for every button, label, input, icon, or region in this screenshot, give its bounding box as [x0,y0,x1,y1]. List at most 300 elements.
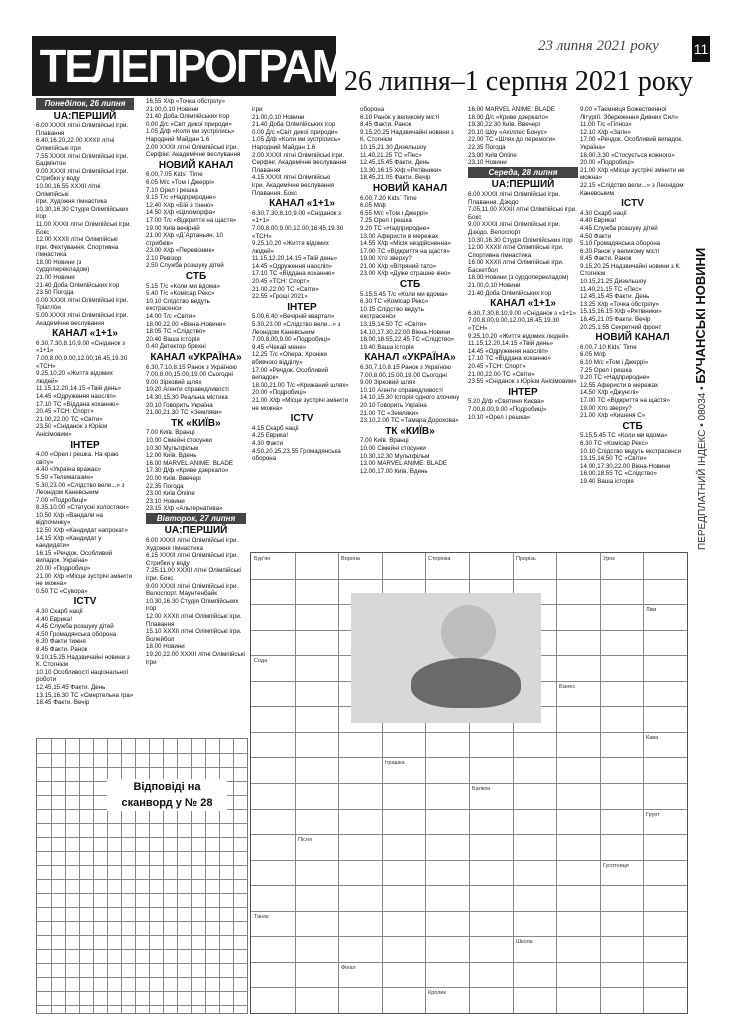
schedule-list [36,608,134,707]
schedule-line: 7.25 Орел і решка [360,217,412,225]
schedule-line: 22.35 Погода [468,143,506,151]
schedule-line: 10.10 «Орел і решка» [468,413,531,421]
schedule-line: 9.25,10.20 «Життя відомих людей» [468,332,569,340]
schedule-line: 9.25,10.20 «Життя відомих людей» [36,370,113,385]
schedule-line: 5.00,6.40 «Вечірній квартал» [252,313,335,321]
schedule-line: 10.10 Слідство ведуть екстрасенси [580,447,682,455]
schedule-line: 23.10 Новини [146,497,185,505]
schedule-line: 0.40 Детектор брехні [146,343,206,351]
grid-line [338,553,339,1013]
schedule-line: 6.30 Факти тижня [36,638,86,646]
channel-title: UA:ПЕРШИЙ [491,179,555,191]
schedule-line: 21.00,0.10 Новини [252,113,305,121]
schedule-line: 20.45 «ТСН: Спорт» [36,408,94,416]
schedule-line: 5.15,5.45 ТС «Коли ми вдома» [580,432,668,440]
schedule-line: 18.00,22.00 «Вікна-Новини» [146,320,226,328]
channel-title: ТК «КИЇВ» [385,425,435,437]
schedule-line: 20.00 «Подробиці» [252,389,307,397]
schedule-line: 7.00,8.00,15.00,19.00 Сьогодні [360,371,447,379]
schedule-line: гімнастика [36,251,67,259]
schedule-line: 20.40 Ваша історія [146,335,200,343]
schedule-line: 2.10 Ревізор [146,254,182,262]
schedule-line: 9.00 XXXII літні Олімпійські ігри. Дзюдо. Велоспорт [468,221,561,236]
schedule-line: 12.00,17.00 Київ. Вдень [360,467,428,475]
schedule-line: 21.00 Х/ф «Місце зустрічі змінити не можна» [252,396,349,412]
schedule-line: 8.45 Факти. Ранок [360,121,412,129]
schedule-line: 6.40,16.20,22.00 XXXII літні [36,137,115,145]
schedule-line: 18.00,18.55,22.45 ТС «Слідство» [360,336,455,344]
schedule-line: 0.50 ТС «Сувора» [36,587,88,595]
schedule-line: 18.45 Факти. Вечір [36,699,90,707]
schedule-line: 4.50 Громадянська оборона [36,630,117,638]
schedule-line: 11.40,21.15 ТС «Пес» [580,285,642,293]
schedule-list [580,432,685,485]
schedule-line: 4.40 Еврика! [36,615,73,623]
channel-title: КАНАЛ «1+1» [490,298,556,310]
schedule-line: Плавання [36,129,65,137]
schedule-line: 20.00 «Подробиці» [580,159,635,167]
scanword-clue: Сторінка [428,556,451,562]
schedule-list [36,451,134,595]
schedule-line: 18.45,21.05 Факти. Вечір [360,174,431,182]
schedule-line: 6.15 XXXII літні Олімпійські ігри. [146,552,239,560]
schedule-line: 10.00 Сімейні стосунки [146,436,212,444]
channel-title: UA:ПЕРШИЙ [164,525,228,537]
schedule-line: 19.20,22.00 XXXII літні Олімпійські ігри [146,650,245,666]
schedule-line: 9.45 «Чекай мене» [252,343,307,351]
week-dates: 26 липня–1 серпня 2021 року [344,66,694,97]
schedule-line: 16.00 MARVEL ANIME: BLADE [468,106,556,113]
channel-title: ICTV [290,413,314,425]
day-header: Понеділок, 26 липня [36,98,134,110]
grid-line [37,823,247,824]
schedule-line: 20.10 Шоу «Ахіллес Бонус» [468,128,548,136]
schedule-line: ігри. Фехтування. Спортивна [36,243,119,251]
channel-title: UA:ПЕРШИЙ [53,110,117,122]
scanword-clue: Бізнес [559,684,576,690]
schedule-line: 6.30,7.30,8.10,9.00 «Сніданок з [36,339,125,347]
schedule-line: 18.00 Новини (з сурдоперекладом) [468,274,569,282]
channel-title: ICTV [73,596,97,608]
schedule-line: 16.55 Х/ф «Точка обстрілу» [146,98,226,105]
schedule-line: Спортивна гімнастика [468,251,532,259]
schedule-line: 22.00 ТС «Шлях до перемоги» [468,136,556,144]
schedule-line: 12.45,15.45 Факти. День [360,159,430,167]
schedule-line: 23.10,2.00 ТС «Тамара Дорохова» [360,417,459,425]
schedule-line: 12.10 Х/ф «Загін» [580,128,631,136]
schedule-line: 15.15,16.15 Х/ф «Рятівники» [580,308,662,316]
schedule-line: 10.15,21.25 Дизельшоу [580,278,647,286]
schedule-line: 21.00 Х/ф «Місце зустрічі змінити не можна» [580,166,685,182]
schedule-line: 4.30 Скарб нації [36,608,83,615]
schedule-line: 9.00 Зірковий шлях [146,378,202,386]
schedule-line: 4.45 Служба розшуку дітей [36,623,114,631]
schedule-line: Академічне веслування [36,319,105,327]
schedule-line: 21.40 Доба Олімпійських ігор [36,281,120,289]
page-number: 11 [692,36,710,62]
scanword-clue: Пісня [298,837,312,843]
schedule-line: 23.00 Х/ф «Дуже страшне кіно» [360,270,451,278]
schedule-line: 13.30,16.15 Х/ф «Рятівники» [360,166,442,174]
schedule-line: 21.00,22.00 ТС «Світи» [468,370,535,378]
schedule-line: 14.30,15.30 Реальна містика [146,393,228,401]
schedule-line: 6.00 XXXII літні Олімпійські ігри. [146,537,239,545]
schedule-line: 4.15 Скарб нації [252,424,299,432]
scanword-puzzle [250,552,688,1014]
schedule-line: 14.00 Т/с «Світи» [146,313,196,321]
schedule-line: 6.05 М/ф [360,202,386,210]
newspaper-title: БУЧАНСЬКІ НОВИНИ [693,247,708,384]
schedule-line: 6.30,7.30,8.10,9.00 «Сніданок з «1+1» [468,309,577,317]
schedule-line: 9.15 Т/с «Надприродне» [146,194,216,202]
schedule-line: 18.00 Новини [146,643,185,651]
schedule-line: 4.45 Служба розшуку дітей [580,224,658,232]
schedule-list [580,344,685,420]
schedule-line: 22.55 «Гроші 2021» [252,293,308,301]
schedule-line: 1.05 Д/ф «Коли ми зустрілись» [252,136,341,144]
scanword-clue: Ліки [646,607,657,613]
schedule-line: 21.40 Доба Олімпійських ігор [146,113,230,121]
schedule-list [360,106,460,182]
channel-title: ICTV [621,198,644,210]
watermelon-slice [411,658,521,708]
schedule-line: 7.55 XXXII літні Олімпійські ігри. [36,152,129,160]
logo-text: ТЕЛЕПРОГРАМА [39,40,377,92]
grid-line [600,553,601,1013]
channel-title: СТБ [622,420,643,432]
schedule-line: 21.40 Доба Олімпійських ігор [252,121,336,129]
grid-line [295,553,296,1013]
schedule-line: Волейбол [146,635,175,643]
schedule-line: 10.10 Слідство ведуть екстрасенси [146,297,210,313]
channel-title: КАНАЛ «УКРАЇНА» [364,352,456,364]
schedule-line: 5.50 «Телемагазин» [36,473,94,481]
schedule-line: 7.10 Орел і решка [146,186,198,194]
schedule-line: 21.00 Х/ф «Місце зустрічі змінити не можна» [36,572,133,588]
schedule-line: 18.05 ТС «Слідство» [146,328,206,336]
grid-line [37,1005,247,1006]
schedule-line: Плавання [252,166,281,174]
schedule-line: Плавання. Дзюдо [468,198,519,206]
schedule-line: 14.45 «Одруження наосліп» [36,392,117,400]
channel-title: НОВИЙ КАНАЛ [595,332,670,344]
schedule-line: Тріатлон [36,304,61,312]
scanword-clue: Фінал [341,965,356,971]
schedule-line: 12.45,15.45 Факти. День [580,293,650,301]
schedule-line: 4.50,20.25,23.55 Громадянська оборона [252,447,341,463]
schedule-line: 14.45 «Одруження наосліп» [468,347,549,355]
schedule-line: 20.10 Говорить Україна [146,401,213,409]
schedule-line: 10.20 Агенти справедливості [146,386,229,394]
grid-line [37,991,247,992]
schedule-line: 9.15,20.25 Надзвичайні новини з К. Стогнієм [580,262,681,278]
schedule-list [468,310,578,386]
schedule-line: 20.10 Говорить Україна [360,401,427,409]
schedule-line: 5.30,23.00 «Слідство вели...» з Леонідом Каневським [36,481,125,497]
schedule-line: 5.30,23.00 «Слідство вели...» з Леонідом Каневським [252,321,341,336]
grid-line [37,935,247,936]
schedule-line: 17.00 «Речдок. Особливий випадок. Україна» [580,136,683,151]
schedule-line: 6.10 Ранок у великому місті [360,113,440,121]
child-figure [441,605,496,660]
schedule-line: 6.05 М/ф [580,351,606,359]
schedule-list [580,106,685,197]
grid-line [37,977,247,978]
schedule-line: 21.00,22.00 ТС «Світи» [252,285,319,293]
schedule-line: 6.00,7.05 Kids` Time [146,171,203,179]
schedule-line: Народний Майдан 1.6 [146,135,210,143]
schedule-line: Олімпійські ігри [36,144,81,152]
scanword-clue: Урок [603,556,615,562]
schedule-line: 14.50 Х/ф «Ціломорфа» [146,209,216,217]
schedule-line: 21.00,0.10 Новини [146,105,199,113]
channel-title: НОВИЙ КАНАЛ [372,182,448,194]
schedule-line: 10.30,16.30 Студія Олімпійських [36,205,129,213]
schedule-line: 7.00,8.00,9.00,12.00,16.45,19.30 «ТСН» [252,224,344,240]
schedule-line: Бокс [36,228,50,236]
schedule-line: 23.00 Х/ф «Перевізник» [146,247,215,255]
schedule-list [252,425,352,463]
schedule-line: 20.00 Київ. Ввечері [146,474,201,482]
schedule-line: 21.00 Новини [36,274,75,282]
schedule-line: 6.00,7.20 Kids` Time [360,194,417,202]
schedule-list [252,210,352,301]
schedule-line: 12.50 Х/ф «Кандидат напрокат» [36,527,128,535]
schedule-list [146,171,246,270]
schedule-line: 10.30,16.30 Студія Олімпійських ігор [468,236,573,244]
schedule-line: 7.00 Київ. Вранці [360,437,409,445]
channel-title: СТБ [399,279,421,291]
schedule-line: 7.00,8.00,15.00,19.00 Сьогодні [146,371,233,379]
schedule-list [146,364,246,417]
column-two [146,98,246,666]
schedule-line: 17.30 Д/ф «Криве дзеркало» [146,467,229,475]
schedule-line: 6.30,7.30,8.10,9.00 «Сніданок з «1+1» [252,209,341,225]
schedule-line: 20.45 «ТСН: Спорт» [252,278,310,286]
schedule-line: 4.40 «Україна вражає» [36,466,102,474]
schedule-line: 23.10 Новини [468,159,507,167]
schedule-line: 9.25,10.20 «Життя відомих людей» [252,240,329,255]
schedule-line: 6.00,7.10 Kids` Time [580,343,637,351]
grid-line [643,553,644,1013]
schedule-line: 23.55 «Сніданок з Юрієм Анісімовим» [468,378,577,386]
scanword-clue: Грунт [646,812,660,818]
schedule-line: 14.45 «Одруження наосліп» [252,262,333,270]
schedule-line: 9.20 ТС «Надприродне» [580,374,650,382]
grid-line [37,837,247,838]
schedule-line: 16.00 MARVEL ANIME: BLADE [146,459,234,467]
schedule-list [146,98,246,159]
schedule-line: 19.00 Київ вечірній [146,224,200,232]
column-five [468,106,578,421]
schedule-line: 6.30 ТС «Комісар Рекс» [580,439,649,447]
schedule-line: 21.00 Х/ф «Вітряний тато» [360,262,437,270]
schedule-line: 13.15,16.30 ТС «Смертельна гра» [36,691,134,699]
schedule-list [468,191,578,297]
schedule-line: 9.20 ТС «Надприродне» [360,224,430,232]
schedule-line: 7.00,8.00,9.00 «Подробиці» [468,405,547,413]
schedule-list [360,195,460,279]
schedule-line: ігри [252,106,263,113]
logo-banner [32,36,377,96]
schedule-line: 14.10,17.30,22.00 Вікна-Новини [360,328,451,336]
schedule-list [36,122,134,327]
schedule-line: ігор [36,213,47,221]
schedule-line: 11.15,12.20,14.15 «Твій день» [468,340,554,348]
schedule-line: 11.00 XXXII літні Олімпійські ігри. [36,220,132,228]
schedule-line: 13.00 Аферисти в мережах [360,232,439,240]
schedule-list [360,291,460,352]
schedule-list [146,537,246,666]
schedule-line: 9.10,15.25 Надзвичайні новини з К. Стогнієм [36,653,130,669]
scanword-clue: Танок [254,914,269,920]
schedule-line: 17.00 ТС «Відкриття на щастя» [360,247,450,255]
schedule-line: 5.20 Д/ф «Святиня Києва» [468,398,545,406]
schedule-line: 18.45,21.05 Факти. Вечір [580,316,651,324]
schedule-line: 21.00,22.00 ТС «Світи» [36,415,103,423]
schedule-list [360,437,460,475]
schedule-line: 14.15 Х/ф «Кандидат у кандидати» [36,534,102,550]
schedule-line: 5.15,5.45 Т/с «Коли ми вдома» [360,290,448,298]
schedule-line: 15.10 XXXII літні Олімпійські ігри. [146,628,242,636]
schedule-line: 5.10 Громадянська оборона [580,240,661,248]
schedule-line: 4.50 Факти [580,232,611,240]
schedule-line: 9.00 Зірковий шлях [360,379,416,387]
channel-title: КАНАЛ «1+1» [269,198,335,210]
schedule-list [580,210,685,332]
schedule-line: 17.10 ТС «Віддана коханню» [252,270,335,278]
schedule-line: 14.50 Х/ф «Джунглі» [580,389,639,397]
child-with-watermelon-photo [351,593,541,723]
schedule-line: 7.25,11.00 XXXII літні Олімпійські ігри. Бокс [146,567,241,583]
schedule-line: Художня гімнастика [146,544,203,552]
schedule-line: 6.55 М/с «Том і Джеррі» [360,209,429,217]
schedule-line: 13.15,14.50 ТС «Світи» [580,455,647,463]
schedule-line: 0.00 XXXII літні Олімпійські ігри. [36,296,129,304]
grid-line [556,553,557,1013]
column-three [252,106,352,463]
schedule-line: Баскетбол [468,266,498,274]
schedule-line: 10.10 Особливості національної роботи [36,668,129,684]
schedule-line: 19.40 Ваша історія [580,477,634,485]
grid-line [37,767,247,768]
schedule-line: 12.55 Аферисти в мережах [580,381,659,389]
schedule-line: 19.30,22.30 Київ. Ввечері [468,121,540,129]
grid-line [37,907,247,908]
schedule-line: 20.25,1.55 Секретний фронт [580,323,662,331]
schedule-line: 5.40 Т/с «Комісар Рекс» [146,290,215,298]
schedule-line: 18.00 Новини (з [36,258,82,266]
schedule-line: ігри. Академічне веслування [252,181,335,189]
schedule-line: 8.35,10.00 «Статусні холостяки» [36,504,129,512]
schedule-line: 6.30 Ранок у великому місті [580,247,660,255]
schedule-line: 16.00,18.55 ТС «Слідство» [580,470,657,478]
schedule-line: 13.15,14.50 ТС «Світи» [360,321,427,329]
schedule-list [360,364,460,425]
schedule-list [252,313,352,412]
schedule-line: 10.00,16.55 XXXII літні Олімпійські [36,182,101,198]
schedule-line: 10.15,21.30 Дизельшоу [360,143,427,151]
schedule-line: 5.15 Т/с «Коли ми вдома» [146,282,221,290]
schedule-line: 17.00 Т/с «Відкриття на щастя» [146,216,237,224]
grid-line [37,963,247,964]
schedule-line: 10.10 Агенти справедливості [360,386,443,394]
schedule-line: 4.15 XXXII літні Олімпійські [252,174,331,182]
schedule-line: 9.15,20.25 Надзвичайні новини з К. Стогнієм [360,128,454,144]
schedule-line: 21.00,21.30 ТС «Земляки» [146,409,222,417]
channel-title: ІНТЕР [287,301,317,313]
scanword-clue: Кава [646,735,659,741]
schedule-line: 7.00 Київ. Вранці [146,429,195,437]
schedule-line: 12.00 Київ. Вдень [146,452,197,460]
schedule-line: Стрибки у воду [36,175,80,183]
schedule-line: 2.00 XXXII літні Олімпійські ігри. [252,151,345,159]
grid-line [37,851,247,852]
schedule-line: 4.30 Факти [252,439,283,447]
schedule-line: 19.40 Ваша історія [360,343,414,351]
schedule-line: 23.15 Х/ф «Альтернатива» [146,505,223,513]
column-monday [36,98,134,707]
schedule-line: 17.10 ТС «Віддана коханню» [468,355,551,363]
schedule-line: 20.00 «Подробиці» [36,565,91,573]
schedule-line: 18.00,21.00 Т/с «Крижаний шлях» [252,381,349,389]
schedule-line: Велоспорт. Маунтенбайк [146,590,217,598]
schedule-line: 19.00 Хто зверху? [580,404,632,412]
schedule-line: 20.45 «ТСН: Спорт» [468,363,526,370]
schedule-line: 10.30,12.30 Мультфільм [360,452,430,460]
schedule-line: 6.00 XXXII літні Олімпійські ігри. [36,122,129,130]
schedule-line: «1+1» [36,347,54,355]
schedule-line: 18.00 Д/с «Криве дзеркало» [468,113,549,121]
scanword-clue: Балкон [472,786,491,792]
schedule-line: 23.00 Київ Online [468,151,517,159]
channel-title: КАНАЛ «1+1» [52,328,118,340]
schedule-line: 12.40 Х/ф «Бій з тінню» [146,201,214,209]
schedule-line: 9.00 XXXII літні Олімпійські ігри. [36,167,129,175]
column-four [360,106,460,475]
schedule-line: 7.25 Орел і решка [580,366,632,374]
crossword-answers-grid [36,738,248,1014]
schedule-line: Бадмінтон [36,160,66,168]
channel-title: ІНТЕР [70,439,100,451]
schedule-line: 6.05 М/с «Том і Джеррі» [146,178,215,186]
schedule-line: 6.00 XXXII літні Олімпійські ігри. [468,190,561,198]
channel-title: СТБ [185,271,207,283]
schedule-list [146,283,246,351]
schedule-line: 12.00 XXXII літні Олімпійські ігри. [146,613,242,620]
schedule-line: 14.55 Х/ф «Місія нездійсненна» [360,240,451,248]
schedule-line: 17.10 ТС «Віддана коханню» [36,400,119,408]
grid-line [37,753,247,754]
schedule-line: 23.50 Погода [36,289,74,297]
subscription-index: ПЕРЕДПЛАТНИЙ ІНДЕКС • 08034 • [697,386,708,550]
schedule-line: 22.35 Погода [146,482,184,490]
schedule-line: 0.00 Д/с «Світ дикої природи» [252,128,338,136]
schedule-line: 19.00 Хто зверху? [360,255,412,263]
schedule-line: 6.10 М/с «Том і Джеррі» [580,359,649,366]
schedule-line: 18.00,3.30 «Стосується кожного» [580,151,675,159]
schedule-line: 21.00 Х/ф «Д`Артаньян, 10 стрибків» [146,232,223,247]
schedule-line: 12.00 XXXII літні Олімпійські [36,236,118,244]
grid-line [37,879,247,880]
schedule-line: 10.50 Х/ф «Вандали на відпочинку» [36,511,103,527]
schedule-line: 13.25 Х/ф «Точка обстрілу» [580,300,660,308]
schedule-line: 16.00 XXXII літні Олімпійські ігри. [468,259,564,267]
channel-title: НОВИЙ КАНАЛ [158,159,234,171]
schedule-line: 11.15,12.20,14.15 «Твій день» [252,255,338,263]
day-header: Вівторок, 27 липня [146,513,246,525]
schedule-line: Стрибки у воду [146,559,190,567]
